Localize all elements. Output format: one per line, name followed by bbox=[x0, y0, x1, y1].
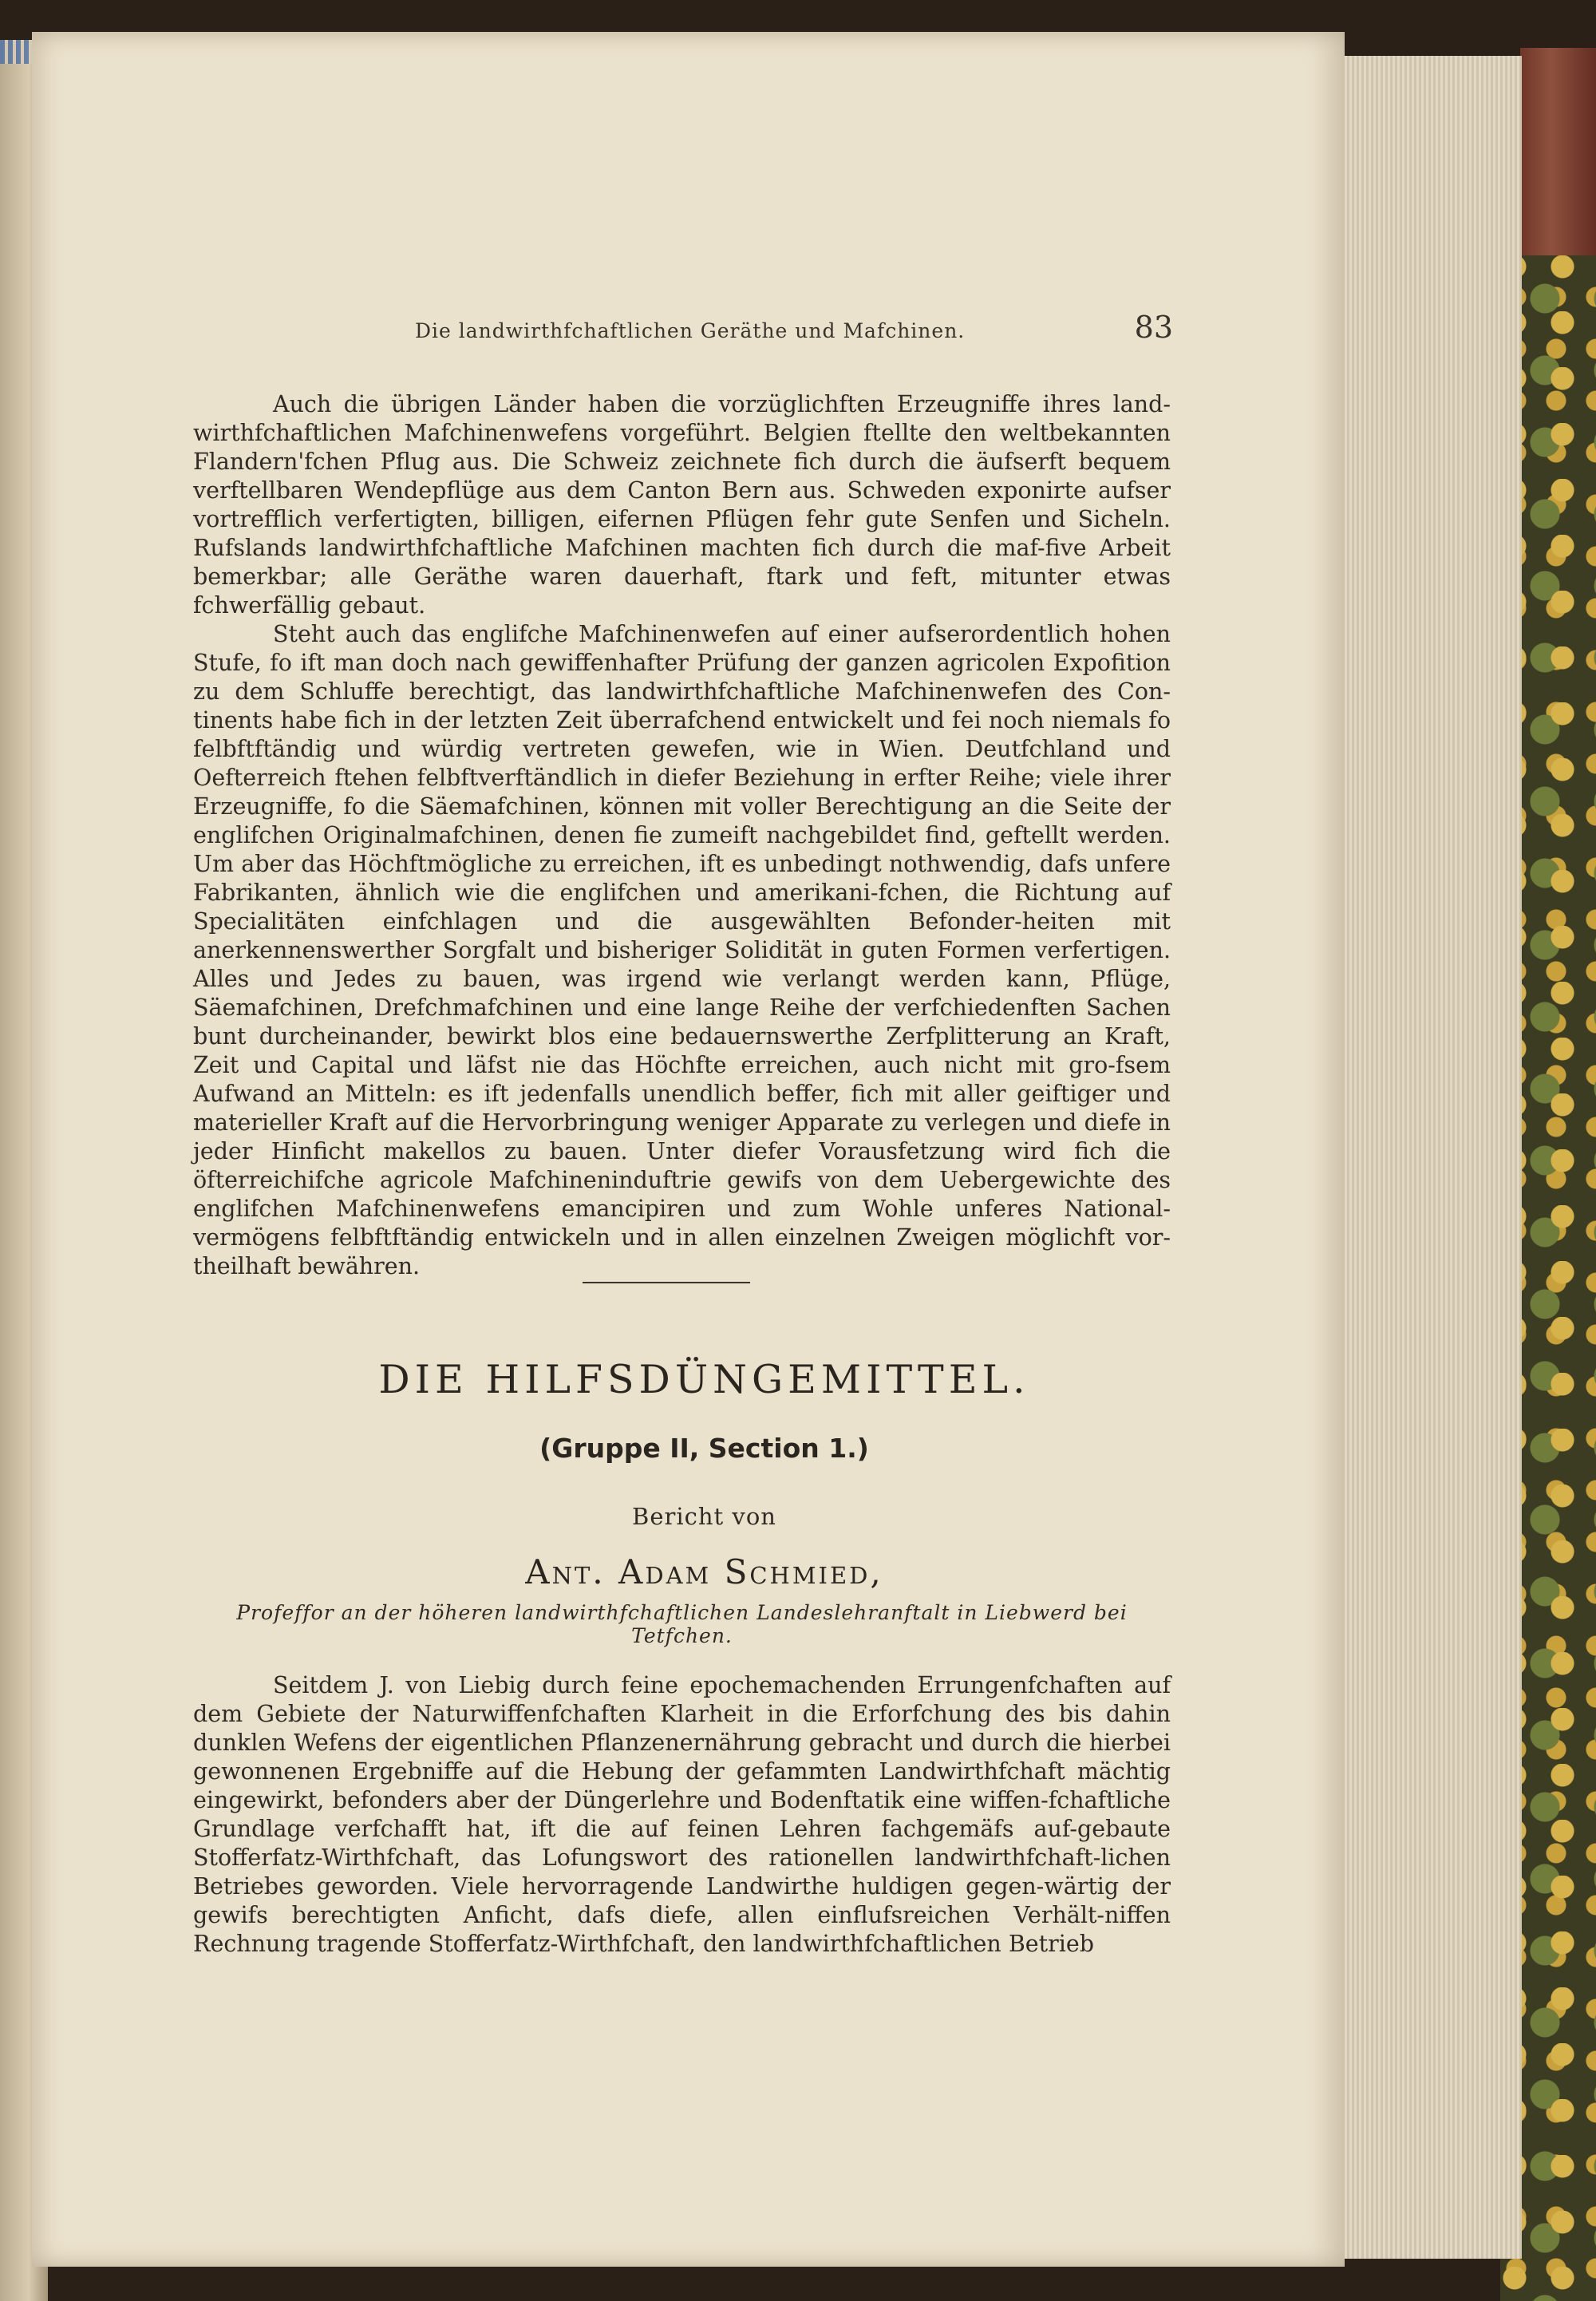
paragraph: Steht auch das englifche Mafchinenwefen auf einer aufserordentlich hohen Stufe, fo ift man doch nach gewiffenhafter Prüfung der ganzen agricolen Expofition zu dem Schluffe berechtigt, das landwirthfchaftliche Mafchinenwefen des Con-tinents habe fich in der letzten Zeit überrafchend entwickelt und fei noch niemals fo felbftftändig und würdig vertreten gewefen, wie in Wien. Deutfchland und Oefterreich ftehen felbftverftändlich in diefer Beziehung in erfter Reihe; viele ihrer Erzeugniffe, fo die Säemafchinen, können mit voller Berechtigung an die Seite der englifchen Originalmafchinen, denen fie zumeift nachgebildet find, geftellt werden. Um aber das Höchftmögliche zu erreichen, ift es unbedingt nothwendig, dafs unfere Fabrikanten, ähnlich wie die englifchen und amerikani-fchen, die Richtung auf Specialitäten einfchlagen und die ausgewählten Befonder-heiten mit anerkennenswerther Sorgfalt und bisheriger Solidität in guten Formen verfertigen. Alles und Jedes zu bauen, was irgend wie verlangt werden kann, Pflüge, Säemafchinen, Drefchmafchinen und eine lange Reihe der verfchiedenften Sachen bunt durcheinander, bewirkt blos eine bedauernswerthe Zerfplitterung an Kraft, Zeit und Capital und läfst nie das Höchfte erreichen, auch nicht mit gro-fsem Aufwand an Mitteln: es ift jedenfalls unendlich beffer, fich mit aller geiftiger und materieller Kraft auf die Hervorbringung weniger Apparate zu verlegen und diefe in jeder Hinficht makellos zu bauen. Unter diefer Vorausfetzung wird fich die öfterreichifche agricole Mafchineninduftrie gewifs von dem Uebergewichte des englifchen Mafchinenwefens emancipiren und zum Wohle unferes National-vermögens felbftftändig entwickeln und in allen einzelnen Zweigen möglichft vor-theilhaft bewähren. bbox=[193, 620, 1171, 1279]
author-name: Ant. Adam Schmied, bbox=[525, 1552, 883, 1591]
paragraph: Seitdem J. von Liebig durch feine epochemachenden Errungenfchaften auf dem Gebiete der Naturwiffenfchaften Klarheit in die Erforfchung des bis dahin dunklen Wefens der eigentlichen Pflanzenernährung gebracht und durch die hierbei gewonnenen Ergebniffe auf die Hebung der gefammten Landwirthfchaft mächtig eingewirkt, befonders aber der Düngerlehre und Bodenftatik eine wiffen-fchaftliche Grundlage verfchafft hat, ift die auf feinen Lehren fachgemäfs auf-gebaute Stofferfatz-Wirthfchaft, das Lofungswort des rationellen landwirthfchaft-lichen Betriebes geworden. Viele hervorragende Landwirthe huldigen gegen-wärtig der gewifs berechtigten Anficht, dafs diefe, allen einflufsreichen Verhält-niffen Rechnung tragende Stofferfatz-Wirthfchaft, den landwirthfchaftlichen Betrieb bbox=[193, 1671, 1171, 1957]
stacked-page-edges bbox=[1341, 56, 1522, 2259]
text-block bbox=[32, 32, 1345, 2267]
section-divider bbox=[583, 1282, 750, 1283]
section-subtitle: (Gruppe II, Section 1.) bbox=[539, 1433, 869, 1464]
book-page bbox=[32, 32, 1345, 2267]
report-byline: Bericht von bbox=[632, 1503, 776, 1530]
page-number: 83 bbox=[1134, 310, 1173, 345]
paragraph: Auch die übrigen Länder haben die vorzüglichften Erzeugniffe ihres land-wirthfchaftlichen Mafchinenwefens vorgeführt. Belgien ftellte den weltbekannten Flandern'fchen Pflug aus. Die Schweiz zeichnete fich durch die äufserft bequem verftellbaren Wendepflüge aus dem Canton Bern aus. Schweden exponirte aufser vortrefflich verfertigten, billigen, eifernen Pflügen fehr gute Senfen und Sicheln. Rufslands landwirthfchaftliche Mafchinen machten fich durch die maf-five Arbeit bemerkbar; alle Geräthe waren dauerhaft, ftark und feft, mitunter etwas fchwerfällig gebaut. bbox=[193, 390, 1171, 619]
running-title: Die landwirthfchaftlichen Geräthe und Mafchinen. bbox=[415, 319, 966, 342]
author-affiliation: Profeffor an der höheren landwirthfchaftlichen Landeslehranftalt in Liebwerd bei Tetfchen. bbox=[236, 1601, 1128, 1647]
section-title: DIE HILFSDÜNGEMITTEL. bbox=[378, 1357, 1030, 1402]
